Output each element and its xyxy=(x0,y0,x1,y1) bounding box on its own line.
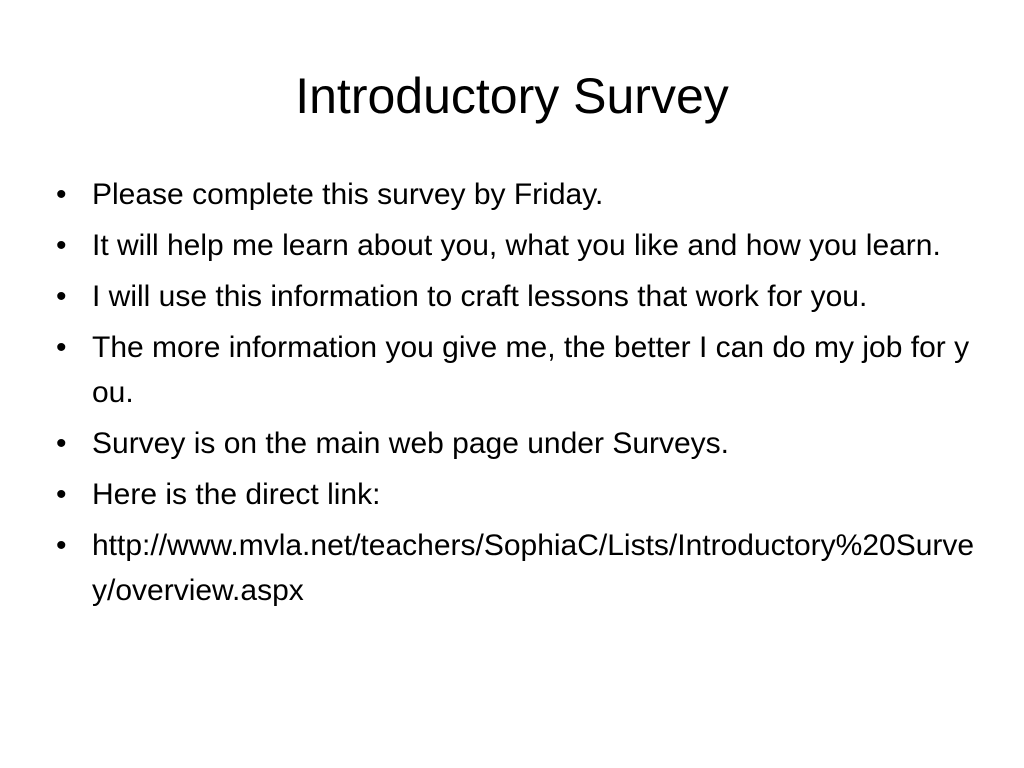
bullet-text: It will help me learn about you, what you like and how you learn. xyxy=(92,229,941,262)
bullet-list xyxy=(54,172,979,619)
bullet-text: Here is the direct link: xyxy=(92,478,381,511)
bullet-text: Survey is on the main web page under Surveys. xyxy=(92,427,730,460)
bullet-icon: • xyxy=(56,229,67,262)
bullet-icon: • xyxy=(56,178,67,211)
bullet-icon: • xyxy=(56,280,67,313)
bullet-text: Please complete this survey by Friday. xyxy=(92,178,604,211)
slide-title: Introductory Survey xyxy=(295,68,729,124)
bullet-icon: • xyxy=(56,529,67,562)
survey-link-text[interactable]: http://www.mvla.net/teachers/SophiaC/Lists/Introductory%20Survey/overview.aspx xyxy=(92,529,975,607)
bullet-icon: • xyxy=(56,331,67,364)
bullet-item xyxy=(54,421,979,466)
bullet-item xyxy=(54,472,979,517)
bullet-item xyxy=(54,523,979,613)
bullet-item xyxy=(54,223,979,268)
bullet-icon: • xyxy=(56,427,67,460)
bullet-item xyxy=(54,274,979,319)
bullet-text: I will use this information to craft lessons that work for you. xyxy=(92,280,868,313)
bullet-text: The more information you give me, the better I can do my job for you. xyxy=(92,331,970,409)
bullet-icon: • xyxy=(56,478,67,511)
bullet-item xyxy=(54,325,979,415)
bullet-item xyxy=(54,172,979,217)
